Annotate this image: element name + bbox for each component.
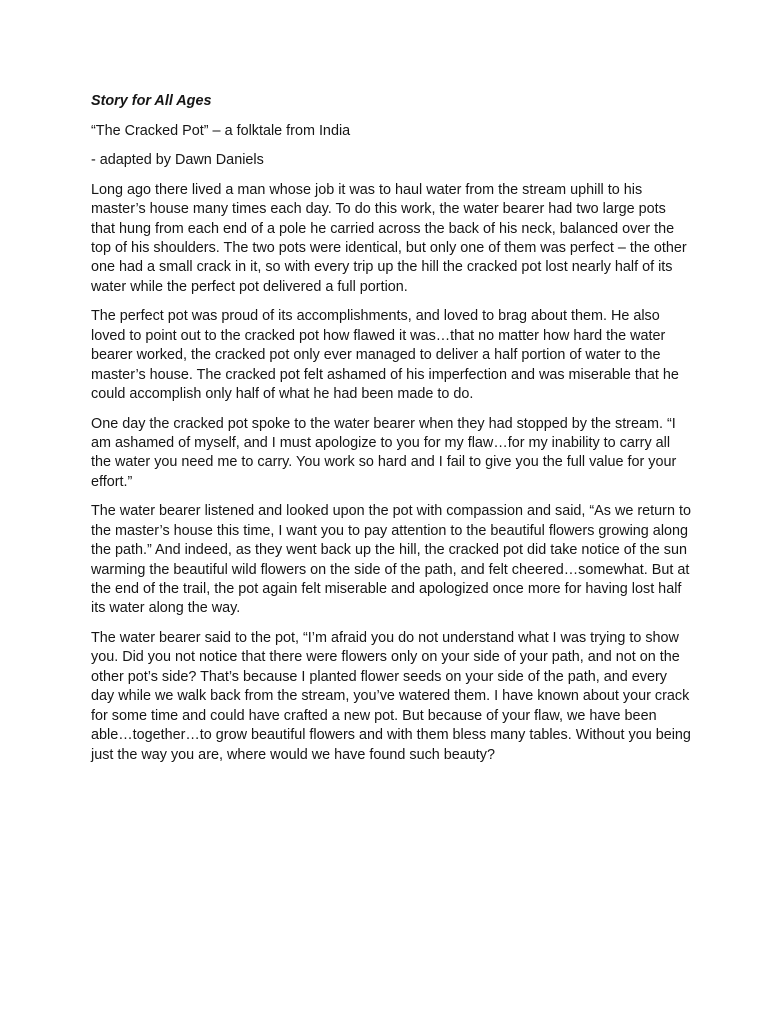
paragraph-4: The water bearer listened and looked upon the pot with compassion and said, “As we return to the master’s house this time, I want you to pay attention to the beautiful flowers growing along the path.” And indeed, as they went back up the hill, the cracked pot did take notice of the sun warming the beautiful wild flowers on the side of the path, and felt cheered…somewhat. But at the end of the trail, the pot again felt miserable and apologized once more for having lost half its water along the way. [91, 503, 691, 617]
paragraph-5: The water bearer said to the pot, “I’m afraid you do not understand what I was trying to show you. Did you not notice that there were flowers only on your side of your path, and not on the other pot’s side? That’s because I planted flower seeds on your side of the path, and every day while we walk back from the stream, you’ve watered them. I have known about your crack for some time and could have crafted a new pot. But because of your flaw, we have been able…together…to grow beautiful flowers and with them bless many tables. Without you being just the way you are, where would we have found such beauty? [91, 630, 691, 763]
section-title: Story for All Ages [91, 93, 212, 109]
document-page [91, 92, 691, 775]
paragraph-2: The perfect pot was proud of its accomplishments, and loved to brag about them. He also loved to point out to the cracked pot how flawed it was…that no matter how hard the water bearer worked, the cracked pot only ever managed to deliver a half portion of water to the master’s house. The cracked pot felt ashamed of his imperfection and was miserable that he could accomplish only half of what he had been made to do. [91, 308, 679, 403]
story-title: “The Cracked Pot” – a folktale from India [91, 122, 351, 139]
paragraph-1: Long ago there lived a man whose job it was to haul water from the stream uphill to his master’s house many times each day. To do this work, the water bearer had two large pots that hung from each end of a pole he carried across the back of his neck, balanced over the top of his shoulders. The two pots were identical, but only one of them was perfect – the other one had a small crack in it, so with every trip up the hill the cracked pot lost nearly half of its water while the perfect pot delivered a full portion. [91, 181, 687, 295]
byline: - adapted by Dawn Daniels [91, 152, 264, 169]
paragraph-3: One day the cracked pot spoke to the water bearer when they had stopped by the stream. “I am ashamed of myself, and I must apologize to you for my flaw…for my inability to carry all the water you need me to carry. You work so hard and I fail to give you the full value for your effort.” [91, 415, 677, 490]
